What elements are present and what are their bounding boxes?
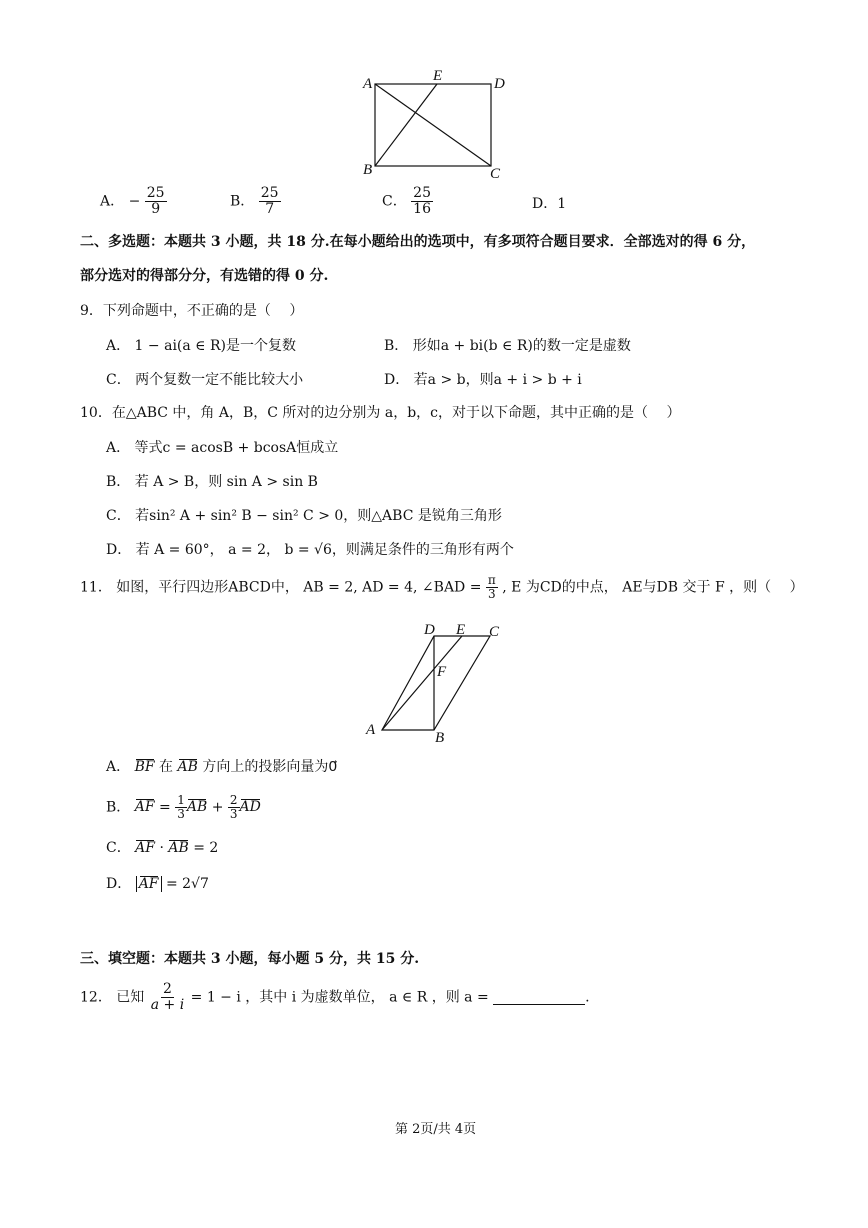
numerator: 1 [177,793,185,807]
option-label: A． [106,759,131,775]
denominator: 3 [488,587,496,602]
label-A: A [366,722,376,738]
label-C: C [490,166,501,182]
minus-sign: − [128,193,141,210]
q11-stem [80,574,804,601]
q10-option-a: A． 等式c = acosB + bcosA恒成立 [106,440,339,456]
q10-option-d: D． 若 A = 60°， a = 2， b = √6，则满足条件的三角形有两个 [106,542,514,558]
numerator: 25 [413,185,431,201]
q11-option-a [106,759,337,776]
q8-option-d [532,196,566,213]
vector-af: AF [138,876,159,892]
numerator: 2 [162,981,172,997]
denominator: 3 [229,807,238,822]
vector-ad: AD [239,799,261,816]
vector-bf: BF [134,759,155,775]
denominator: 16 [413,201,431,218]
plus: + [207,799,228,816]
option-value: 1 [557,196,567,212]
option-label: B． [106,799,131,816]
dot: · [155,840,169,856]
q9-option-b: B． 形如a + bi(b ∈ R)的数一定是虚数 [384,338,631,354]
q8-option-c [382,186,433,218]
q9-option-a: A． 1 − ai(a ∈ R)是一个复数 [106,338,296,354]
label-F: F [437,664,447,680]
figure-rectangle [355,62,515,182]
section2-line2: 部分选对的得部分分，有选错的得 0 分. [80,268,329,284]
q10-option-c: C． 若sin² A + sin² B − sin² C > 0，则△ABC 是锐角三角形 [106,508,502,524]
answer-blank[interactable] [493,990,585,1005]
denominator: 3 [177,807,185,822]
numerator: 2 [229,793,238,807]
text: = 2 [188,840,219,856]
option-label: C． [382,193,407,210]
vector-af: AF [134,799,155,816]
figure-parallelogram [360,618,520,746]
q12-post: = 1 − i ，其中 i 为虚数单位， a ∈ R ，则 a = [190,989,494,1006]
q12 [80,982,590,1014]
label-D: D [424,622,435,638]
vector-ab: AB [186,799,208,816]
text: 方向上的投影向量为0⃗ [202,759,338,775]
vector-ab: AB [168,840,189,856]
label-E: E [433,68,443,84]
numerator: π [487,573,496,587]
fraction [149,982,186,1014]
q12-pre: 12． 已知 [80,989,145,1006]
option-label: A． [100,193,125,210]
equals: = [154,799,176,816]
q11-option-b [106,794,261,821]
q8-option-a [100,186,167,218]
label-B: B [435,730,445,746]
numerator: 25 [260,185,279,201]
q11-stem-post: , E 为CD的中点， AE与DB 交于 F ，则（ ） [502,579,804,596]
label-B: B [363,162,373,178]
vector-ab: AB [177,759,198,775]
label-E: E [456,622,466,638]
period: . [585,989,590,1006]
pi-over-three [486,574,498,601]
q9-stem: 9．下列命题中，不正确的是（ ） [80,303,304,319]
q9-option-c: C． 两个复数一定不能比较大小 [106,372,304,388]
q11-option-d [106,876,209,893]
q11-option-c [106,840,218,857]
fraction [411,186,433,218]
label-D: D [494,76,505,92]
text: 在 [159,759,174,775]
fraction [175,794,187,821]
fraction [145,186,167,218]
fraction [228,794,240,821]
q11-stem-pre: 11． 如图，平行四边形ABCD中， AB = 2, AD = 4, ∠BAD = [80,579,482,596]
option-label: B． [230,193,255,210]
numerator: 25 [146,185,165,201]
section3-header: 三、填空题：本题共 3 小题，每小题 5 分，共 15 分. [80,951,420,967]
option-label: D． [106,876,132,892]
q8-option-b [230,186,281,218]
vector-af: AF [135,840,155,856]
magnitude [136,876,162,892]
section2-line1: 二、多选题：本题共 3 小题，共 18 分.在每小题给出的选项中，有多项符合题目要求．全部选对的得 6 分， [80,234,756,250]
page-footer: 第 2页/共 4页 [395,1122,477,1137]
denominator: a + i [150,997,185,1014]
label-A: A [363,76,373,92]
denominator: 9 [151,201,161,218]
option-label: C． [106,840,131,856]
label-C: C [489,624,500,640]
q9-option-d: D． 若a > b，则a + i > b + i [384,372,582,388]
q10-option-b: B． 若 A > B，则 sin A > sin B [106,474,318,490]
fraction [259,186,281,218]
text: = 2√7 [161,876,209,892]
denominator: 7 [265,201,275,218]
option-label: D． [532,196,558,212]
q10-stem: 10．在△ABC 中，角 A，B，C 所对的边分别为 a，b，c，对于以下命题，其中正确的是（ ） [80,405,681,421]
